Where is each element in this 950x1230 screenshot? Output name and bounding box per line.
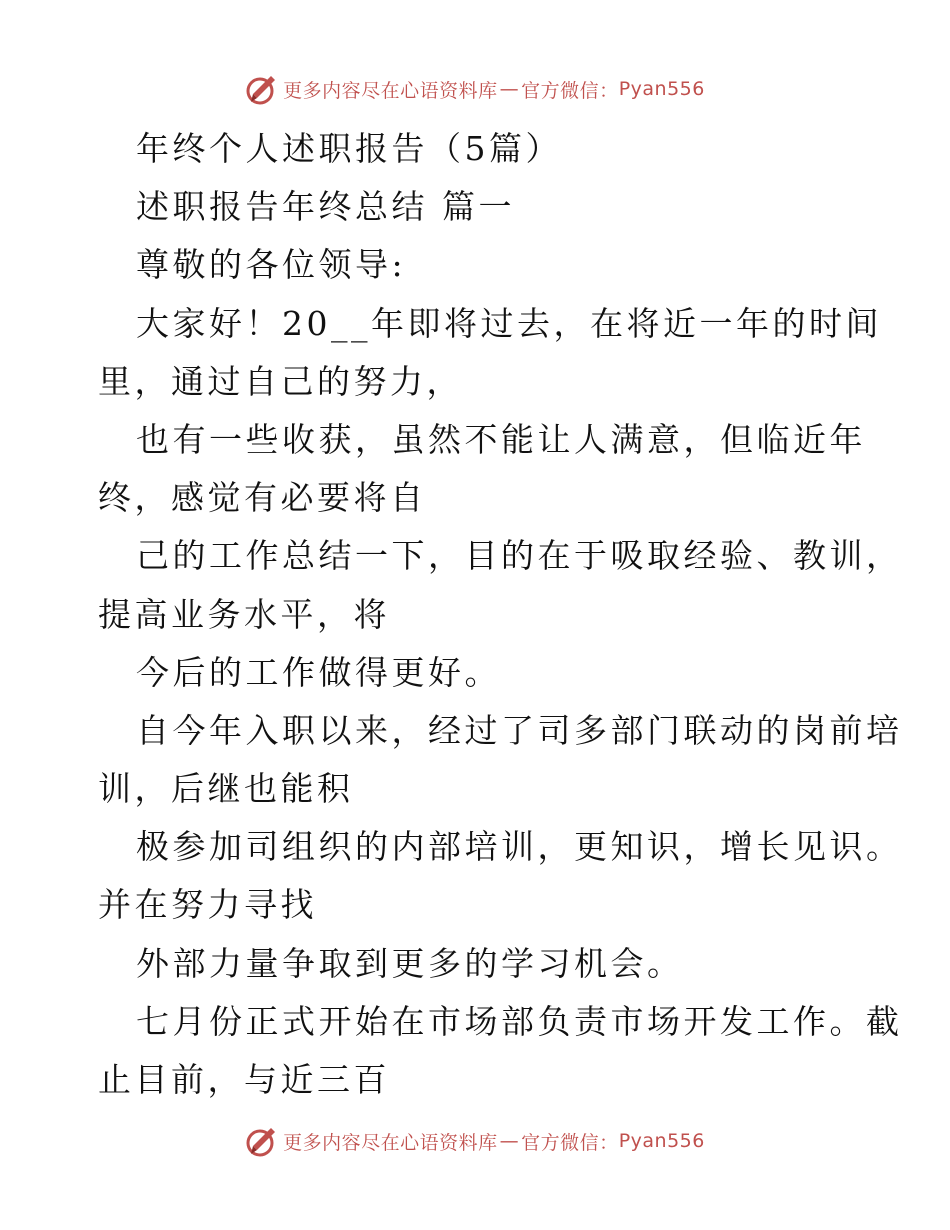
header-banner-text: 更多内容尽在心语资料库	[283, 79, 498, 102]
document-body	[98, 120, 903, 1109]
header-banner-wechat-label: 官方微信：	[521, 79, 619, 102]
paragraph-line: 外部力量争取到更多的学习机会。	[136, 943, 684, 983]
paragraph-line: 今后的工作做得更好。	[136, 652, 501, 692]
footer-banner	[0, 1124, 950, 1158]
paragraph-line: 止目前，与近三百	[98, 1060, 390, 1099]
salutation: 尊敬的各位领导:	[136, 245, 407, 285]
header-banner-separator: —	[499, 78, 520, 100]
paragraph-line: 提高业务水平，将	[98, 594, 390, 634]
footer-banner-wechat-id: Pyan556	[618, 1130, 705, 1152]
paragraph-line: 训，后继也能积	[98, 769, 354, 809]
quill-pen-logo-icon	[245, 1124, 279, 1158]
document-title: 年终个人述职报告（5篇）	[136, 129, 562, 168]
paragraph-line: 大家好！20__年即将过去，在将近一年的时间	[136, 303, 882, 343]
paragraph-line: 己的工作总结一下，目的在于吸取经验、教训，	[136, 536, 903, 576]
paragraph-line: 也有一些收获，虽然不能让人满意，但临近年	[136, 419, 866, 459]
paragraph-line: 终，感觉有必要将自	[98, 478, 427, 518]
footer-banner-text: 更多内容尽在心语资料库	[283, 1131, 498, 1154]
paragraph-line: 极参加司组织的内部培训，更知识，增长见识。	[136, 827, 903, 867]
paragraph-line: 并在努力寻找	[98, 885, 317, 925]
header-banner-wechat-id: Pyan556	[618, 78, 705, 100]
section-heading: 述职报告年终总结 篇一	[136, 187, 515, 227]
footer-banner-wechat-label: 官方微信：	[521, 1131, 619, 1154]
header-banner	[0, 72, 950, 106]
paragraph-line: 七月份正式开始在市场部负责市场开发工作。截	[136, 1001, 903, 1041]
paragraph-line: 里，通过自己的努力，	[98, 361, 463, 401]
paragraph-line: 自今年入职以来，经过了司多部门联动的岗前培	[136, 710, 903, 750]
footer-banner-separator: —	[499, 1130, 520, 1152]
quill-pen-logo-icon	[245, 72, 279, 106]
